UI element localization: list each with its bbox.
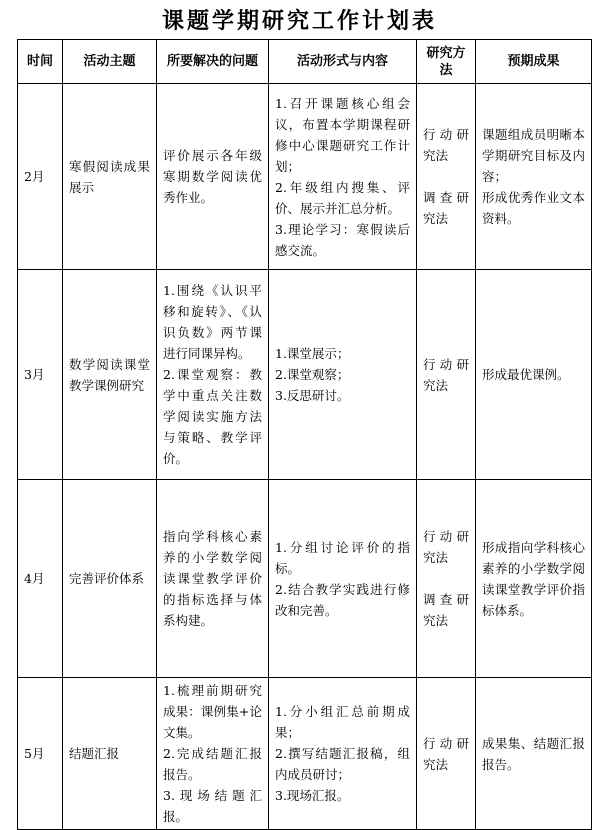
theme-cell: 结题汇报 — [63, 678, 157, 830]
method-cell — [417, 480, 476, 678]
month-cell: 2月 — [18, 84, 63, 270]
form-line: 1.课堂展示； — [275, 346, 350, 361]
method-cell — [417, 84, 476, 270]
problems-line: 1.梳理前期研究成果：课例集+论文集。 — [163, 683, 262, 740]
plan-table — [17, 39, 592, 830]
method-line: 调查研究法 — [423, 592, 469, 628]
page-title: 课题学期研究工作计划表 — [161, 8, 437, 34]
table-row — [18, 84, 592, 270]
method-line: 行动研究法 — [423, 735, 469, 772]
problems-cell — [157, 270, 269, 480]
method-line: 行动研究法 — [423, 127, 469, 163]
method-cell — [417, 678, 476, 830]
result-line: 成果集、结题汇报报告。 — [482, 735, 585, 772]
result-line: 形成指向学科核心素养的小学数学阅读课堂教学评价指标体系。 — [482, 539, 585, 618]
problems-line: 1.围绕《认识平移和旋转》、《认识负数》两节课进行同课异构。 — [163, 283, 262, 361]
theme-cell: 完善评价体系 — [63, 480, 157, 678]
form-line: 3.反思研讨。 — [275, 388, 350, 403]
table-row — [18, 270, 592, 480]
method-line: 调查研究法 — [423, 190, 469, 226]
month-cell: 5月 — [18, 678, 63, 830]
header-result: 预期成果 — [476, 40, 592, 84]
header-problems: 所要解决的问题 — [157, 40, 269, 84]
form-cell — [269, 480, 417, 678]
month-cell: 3月 — [18, 270, 63, 480]
result-cell — [476, 84, 592, 270]
header-row — [18, 40, 592, 84]
form-line: 2.课堂观察； — [275, 367, 350, 382]
method-line: 行动研究法 — [423, 356, 469, 393]
problems-cell — [157, 480, 269, 678]
result-cell — [476, 270, 592, 480]
header-theme: 活动主题 — [63, 40, 157, 84]
form-cell — [269, 678, 417, 830]
form-line: 3.现场汇报。 — [275, 788, 350, 803]
form-line: 3.理论学习：寒假读后感交流。 — [275, 221, 410, 258]
form-line: 2.年级组内搜集、评价、展示并汇总分析。 — [275, 179, 410, 216]
problems-line: 2.课堂观察：教学中重点关注数学阅读实施方法与策略、教学评价。 — [163, 367, 262, 466]
problems-line: 评价展示各年级寒期数学阅读优秀作业。 — [163, 148, 262, 205]
table-row — [18, 480, 592, 678]
result-line: 形成最优课例。 — [482, 367, 570, 382]
result-cell — [476, 678, 592, 830]
header-method: 研究方法 — [417, 40, 476, 84]
form-line: 1.分小组汇总前期成果； — [275, 704, 410, 740]
problems-line: 3.现场结题汇报。 — [163, 788, 262, 824]
form-cell — [269, 270, 417, 480]
method-cell — [417, 270, 476, 480]
problems-cell — [157, 678, 269, 830]
result-line: 课题组成员明晰本学期研究目标及内容； — [482, 127, 585, 184]
form-line: 2.撰写结题汇报稿，组内成员研讨； — [275, 746, 410, 782]
method-line: 行动研究法 — [423, 529, 469, 565]
table-row — [18, 678, 592, 830]
form-line: 1.分组讨论评价的指标。 — [275, 539, 410, 576]
form-line: 2.结合教学实践进行修改和完善。 — [275, 581, 410, 618]
problems-line: 指向学科核心素养的小学数学阅读课堂教学评价的指标选择与体系构建。 — [163, 529, 262, 628]
result-cell — [476, 480, 592, 678]
header-time: 时间 — [18, 40, 63, 84]
result-line: 形成优秀作业文本资料。 — [482, 190, 585, 226]
theme-cell: 寒假阅读成果展示 — [63, 84, 157, 270]
problems-line: 2.完成结题汇报报告。 — [163, 746, 262, 782]
month-cell: 4月 — [18, 480, 63, 678]
problems-cell — [157, 84, 269, 270]
header-form: 活动形式与内容 — [269, 40, 417, 84]
theme-cell: 数学阅读课堂教学课例研究 — [63, 270, 157, 480]
form-cell — [269, 84, 417, 270]
form-line: 1.召开课题核心组会议，布置本学期课程研修中心课题研究工作计划； — [275, 95, 410, 174]
